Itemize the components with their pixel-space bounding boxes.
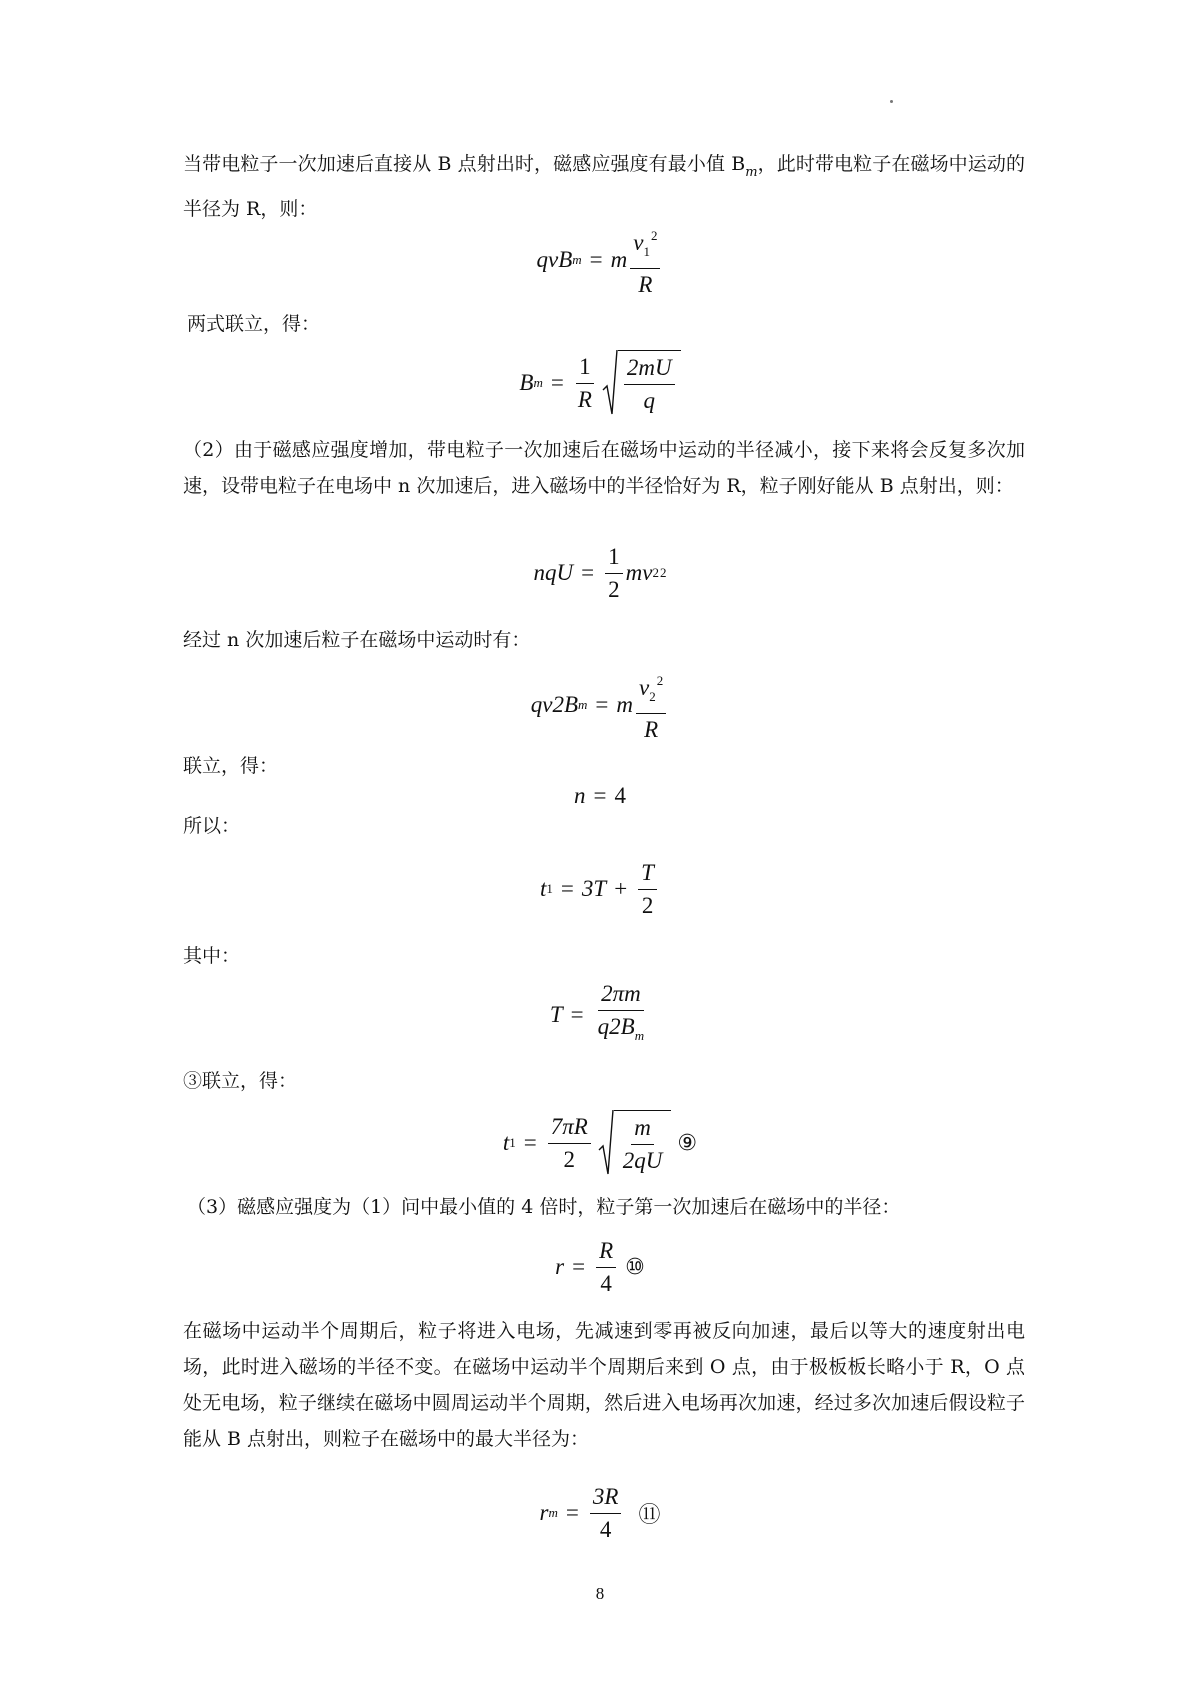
paragraph-1: 当带电粒子一次加速后直接从 B 点射出时，磁感应强度有最小值 $B_m$，此时带电粒子在磁场中运动的半径为 R，则： <box>183 153 1025 220</box>
equation-6: t 1 = 3T + $\frac{T}{2}$ <box>0 854 1200 924</box>
equation-5: n = 4 <box>574 783 626 808</box>
page-number: 8 <box>595 1584 605 1603</box>
paragraph-3: （2）由于磁感应强度增加，带电粒子一次加速后在磁场中运动的半径减小，接下来将会反复多次加速，设带电粒子在电场中 n 次加速后，进入磁场中的半径恰好为 R，粒子刚好能从 B 点射出，则： <box>183 439 1025 497</box>
equation-7: T = $\frac{2\pi m}{q2B_m}$ <box>549 981 645 1043</box>
paragraph-4: 经过 n 次加速后粒子在磁场中运动时有： <box>183 629 531 651</box>
paragraph-9: （3）磁感应强度为（1）问中最小值的 4 倍时，粒子第一次加速后在磁场中的半径： <box>187 1196 901 1218</box>
equation-3: nqU = $\frac{1}{2}$ mv 2 2 <box>533 543 667 602</box>
equation-9: r = $\frac{R}{4}$ ⑩ <box>555 1237 645 1296</box>
paragraph-2: 两式联立，得： <box>187 313 321 335</box>
paragraph-6: 所以： <box>183 815 241 837</box>
equation-marker-11: ⑪ <box>638 1502 661 1528</box>
scan-dot <box>890 100 893 103</box>
equation-8: t 1 = $\frac{7\pi R}{2}$ $\frac{m}{2qU}$ ⑨ <box>0 1108 1200 1178</box>
paragraph-10: 在磁场中运动半个周期后，粒子将进入电场，先减速到零再被反向加速，最后以等大的速度射出电场，此时进入磁场的半径不变。在磁场中运动半个周期后来到 O 点，由于极板板长略小于 R，O 点处无电场，粒子继续在磁场中圆周运动半个周期，然后进入电场再次加速，经过多次加速后假设粒子能从 B 点射出，则粒子在磁场中的最大半径为： <box>183 1320 1025 1450</box>
equation-2: B m = $\frac{1}{R}$ $\frac{2mU}{q}$ <box>0 348 1200 418</box>
equation-marker-9: ⑨ <box>677 1130 698 1156</box>
equation-1: qvB m = m $\frac{v_1^2}{R}$ <box>0 225 1200 295</box>
equation-10: r m = $\frac{3R}{4}$ ⑪ <box>539 1483 661 1542</box>
paragraph-5: 联立，得： <box>183 755 279 777</box>
paragraph-7: 其中： <box>183 945 241 967</box>
equation-marker-10: ⑩ <box>625 1254 645 1280</box>
equation-4: qv2B m = m $\frac{v_2^2}{R}$ <box>0 670 1200 740</box>
paragraph-8: ③联立，得： <box>183 1070 298 1092</box>
